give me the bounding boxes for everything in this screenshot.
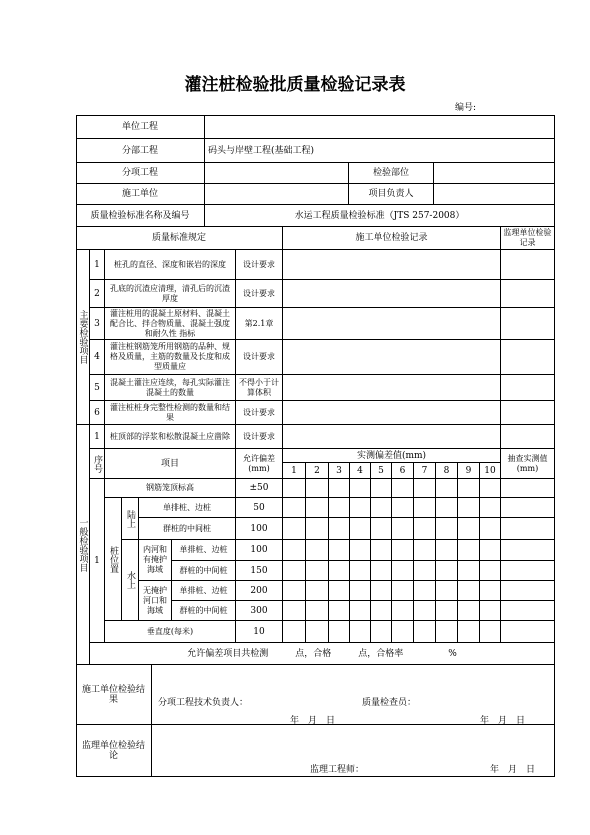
deviation-measure-cell (283, 518, 306, 540)
tech-leader-label: 分项工程技术负责人： (158, 698, 249, 708)
deviation-measure-cell (414, 479, 436, 498)
deviation-measure-cell (436, 518, 458, 540)
deviation-measure-cell (414, 581, 436, 601)
main-item-text: 桩孔的直径、深度和嵌岩的深度 (105, 250, 236, 280)
deviation-measure-cell (414, 518, 436, 540)
deviation-measure-cell (392, 601, 414, 621)
deviation-item-name: 单排桩、边桩 (172, 540, 236, 561)
main-item-supervisor (501, 280, 555, 308)
deviation-allow: 100 (236, 518, 283, 540)
main-item-requirement: 设计要求 (236, 250, 283, 280)
main-item-supervisor (501, 401, 555, 425)
deviation-measure-cell (480, 479, 501, 498)
open-waters-label: 无掩护河口和海域 (139, 581, 172, 621)
deviation-measure-cell (329, 540, 350, 561)
main-item-requirement: 设计要求 (236, 280, 283, 308)
deviation-measure-cell (371, 540, 392, 561)
main-item-no: 3 (90, 308, 105, 340)
main-item-no: 1 (90, 250, 105, 280)
deviation-sample-cell (501, 479, 555, 498)
deviation-measure-cell (436, 581, 458, 601)
deviation-item-name: 单排桩、边桩 (139, 498, 236, 518)
deviation-measure-cell (392, 581, 414, 601)
general-item-text: 桩顶部的浮浆和松散混凝土应凿除 (105, 425, 236, 449)
deviation-measure-cell (414, 498, 436, 518)
deviation-measure-cell (458, 581, 480, 601)
deviation-summary: 允许偏差项目共检测 点，合格 点，合格率 % (90, 643, 555, 665)
standard-value: 水运工程质量检验标准（JTS 257-2008） (205, 205, 555, 227)
deviation-measure-cell (350, 498, 371, 518)
deviation-measure-cell (371, 479, 392, 498)
main-item-record (283, 280, 501, 308)
deviation-measure-cell (458, 561, 480, 581)
deviation-measure-cell (306, 498, 329, 518)
unit-project-label: 单位工程 (76, 115, 205, 139)
inspector-date: 年 月 日 (480, 716, 526, 726)
deviation-measure-cell (306, 479, 329, 498)
seq-header: 序号 (90, 449, 105, 479)
deviation-measure-cell (350, 540, 371, 561)
main-item-no: 4 (90, 340, 105, 375)
deviation-allow: ±50 (236, 479, 283, 498)
deviation-measure-cell (414, 561, 436, 581)
deviation-measure-cell (392, 540, 414, 561)
deviation-measure-cell (306, 621, 329, 643)
deviation-measure-cell (350, 601, 371, 621)
inspection-part-label: 检验部位 (349, 163, 434, 184)
main-item-text: 灌注桩桩身完整性检测的数量和结果 (105, 401, 236, 425)
deviation-measure-cell (306, 581, 329, 601)
inspection-part-value (434, 163, 555, 184)
main-item-requirement: 设计要求 (236, 401, 283, 425)
deviation-measure-cell (371, 561, 392, 581)
deviation-measure-cell (414, 621, 436, 643)
deviation-measure-cell (329, 518, 350, 540)
deviation-measure-cell (480, 621, 501, 643)
deviation-measure-cell (458, 479, 480, 498)
deviation-measure-cell (329, 498, 350, 518)
deviation-measure-cell (329, 561, 350, 581)
deviation-measure-cell (392, 518, 414, 540)
contractor-record-header: 施工单位检验记录 (283, 227, 501, 250)
measure-col-header: 6 (392, 463, 414, 479)
measure-col-header: 10 (480, 463, 501, 479)
deviation-measure-cell (458, 621, 480, 643)
deviation-measure-cell (392, 479, 414, 498)
deviation-allow: 200 (236, 581, 283, 601)
deviation-measure-cell (329, 621, 350, 643)
main-item-record (283, 250, 501, 280)
inner-waters-label: 内河和有掩护海域 (139, 540, 172, 581)
deviation-measure-cell (350, 621, 371, 643)
main-item-no: 5 (90, 375, 105, 401)
deviation-measure-cell (458, 601, 480, 621)
deviation-measure-cell (283, 479, 306, 498)
item-header: 项目 (105, 449, 236, 479)
deviation-measure-cell (436, 479, 458, 498)
main-item-record (283, 375, 501, 401)
deviation-allow: 50 (236, 498, 283, 518)
deviation-measure-cell (392, 621, 414, 643)
deviation-measure-cell (350, 518, 371, 540)
contractor-value (205, 184, 349, 205)
deviation-sample-cell (501, 540, 555, 561)
main-item-text: 灌注桩用的混凝土原材料、混凝土配合比、拌合物质量、混凝土强度和耐久性 指标 (105, 308, 236, 340)
deviation-measure-cell (306, 601, 329, 621)
deviation-measure-cell (306, 561, 329, 581)
deviation-sample-cell (501, 601, 555, 621)
deviation-measure-cell (480, 518, 501, 540)
deviation-measure-cell (458, 498, 480, 518)
standard-label: 质量检验标准名称及编号 (76, 205, 205, 227)
deviation-measure-cell (306, 540, 329, 561)
deviation-item-name: 群桩的中间桩 (172, 561, 236, 581)
main-item-requirement: 第2.1章 (236, 308, 283, 340)
deviation-measure-cell (371, 498, 392, 518)
deviation-measure-cell (329, 601, 350, 621)
main-item-requirement: 设计要求 (236, 340, 283, 375)
main-item-supervisor (501, 340, 555, 375)
deviation-seq-no: 1 (90, 479, 105, 643)
deviation-measure-cell (371, 601, 392, 621)
deviation-measure-cell (480, 561, 501, 581)
project-leader-value (434, 184, 555, 205)
deviation-measure-cell (371, 518, 392, 540)
project-leader-label: 项目负责人 (349, 184, 434, 205)
deviation-item-name: 群桩的中间桩 (172, 601, 236, 621)
measure-col-header: 2 (306, 463, 329, 479)
land-label: 陆上 (122, 498, 139, 540)
deviation-measure-cell (283, 621, 306, 643)
deviation-measure-cell (371, 581, 392, 601)
deviation-measure-cell (306, 518, 329, 540)
deviation-sample-cell (501, 561, 555, 581)
deviation-allow: 100 (236, 540, 283, 561)
contractor-result-label: 施工单位检验结果 (76, 665, 152, 725)
main-item-record (283, 340, 501, 375)
supervisor-conclusion-label: 监理单位检验结论 (76, 725, 152, 777)
serial-label: 编号: (455, 103, 477, 113)
deviation-sample-cell (501, 498, 555, 518)
item-project-label: 分项工程 (76, 163, 205, 184)
contractor-label: 施工单位 (76, 184, 205, 205)
deviation-measure-cell (350, 479, 371, 498)
main-item-supervisor (501, 375, 555, 401)
deviation-measure-cell (436, 498, 458, 518)
deviation-measure-cell (436, 561, 458, 581)
deviation-measure-cell (458, 518, 480, 540)
deviation-measure-cell (458, 540, 480, 561)
main-item-text: 混凝土灌注应连续，每孔实际灌注混凝土的数量 (105, 375, 236, 401)
contractor-date: 年 月 日 (290, 716, 336, 726)
main-item-no: 6 (90, 401, 105, 425)
general-item-no: 1 (90, 425, 105, 449)
deviation-item-name: 群桩的中间桩 (139, 518, 236, 540)
supervisor-record-header: 监理单位检验记录 (501, 227, 555, 250)
measured-header: 实测偏差值(mm) (283, 449, 501, 463)
deviation-measure-cell (436, 621, 458, 643)
measure-col-header: 1 (283, 463, 306, 479)
water-label: 水上 (122, 540, 139, 621)
deviation-item-name: 垂直度(每米) (105, 621, 236, 643)
supervisor-date: 年 月 日 (490, 765, 536, 775)
inspector-label: 质量检查员： (362, 698, 417, 708)
deviation-measure-cell (436, 540, 458, 561)
deviation-measure-cell (329, 581, 350, 601)
deviation-measure-cell (480, 601, 501, 621)
deviation-item-name: 单排桩、边桩 (172, 581, 236, 601)
main-items-group-label: 主要检验项目 (76, 250, 90, 425)
deviation-sample-cell (501, 581, 555, 601)
measure-col-header: 4 (350, 463, 371, 479)
measure-col-header: 7 (414, 463, 436, 479)
deviation-measure-cell (392, 498, 414, 518)
deviation-measure-cell (436, 601, 458, 621)
main-item-supervisor (501, 250, 555, 280)
measure-col-header: 5 (371, 463, 392, 479)
main-item-record (283, 401, 501, 425)
sub-project-label: 分部工程 (76, 139, 205, 163)
main-item-record (283, 308, 501, 340)
page-title: 灌注桩检验批质量检验记录表 (184, 75, 406, 95)
deviation-measure-cell (480, 498, 501, 518)
main-item-requirement: 不得小于计算体积 (236, 375, 283, 401)
measure-col-header: 8 (436, 463, 458, 479)
unit-project-value (205, 115, 555, 139)
deviation-measure-cell (283, 540, 306, 561)
deviation-item-name: 钢筋笼顶标高 (105, 479, 236, 498)
deviation-measure-cell (414, 601, 436, 621)
main-item-text: 灌注桩钢筋笼所用钢筋的品种、规格及质量，主筋的数量及长度和成型质量应 (105, 340, 236, 375)
measure-col-header: 3 (329, 463, 350, 479)
deviation-measure-cell (283, 561, 306, 581)
allow-header: 允许偏差(mm) (236, 449, 283, 479)
deviation-sample-cell (501, 518, 555, 540)
deviation-sample-cell (501, 621, 555, 643)
deviation-allow: 300 (236, 601, 283, 621)
main-item-text: 孔底的沉渣应清理，清孔后的沉渣厚度 (105, 280, 236, 308)
sub-project-value: 码头与岸壁工程(基础工程) (205, 139, 555, 163)
deviation-measure-cell (283, 581, 306, 601)
deviation-measure-cell (392, 561, 414, 581)
deviation-allow: 150 (236, 561, 283, 581)
deviation-measure-cell (480, 581, 501, 601)
deviation-measure-cell (371, 621, 392, 643)
quality-standard-header: 质量标准规定 (76, 227, 283, 250)
deviation-measure-cell (283, 601, 306, 621)
main-item-no: 2 (90, 280, 105, 308)
measure-col-header: 9 (458, 463, 480, 479)
sample-header: 抽查实测值(mm) (501, 449, 555, 479)
pile-position-label: 桩位置 (105, 498, 122, 621)
deviation-measure-cell (414, 540, 436, 561)
deviation-measure-cell (329, 479, 350, 498)
deviation-measure-cell (480, 540, 501, 561)
deviation-measure-cell (283, 498, 306, 518)
main-item-supervisor (501, 308, 555, 340)
deviation-measure-cell (350, 561, 371, 581)
general-item-record (283, 425, 501, 449)
general-item-requirement: 设计要求 (236, 425, 283, 449)
general-items-group-label: 一般检验项目 (76, 425, 90, 665)
deviation-measure-cell (350, 581, 371, 601)
deviation-allow: 10 (236, 621, 283, 643)
supervisor-engineer-label: 监理工程师： (310, 765, 365, 775)
item-project-value (205, 163, 349, 184)
general-item-supervisor (501, 425, 555, 449)
